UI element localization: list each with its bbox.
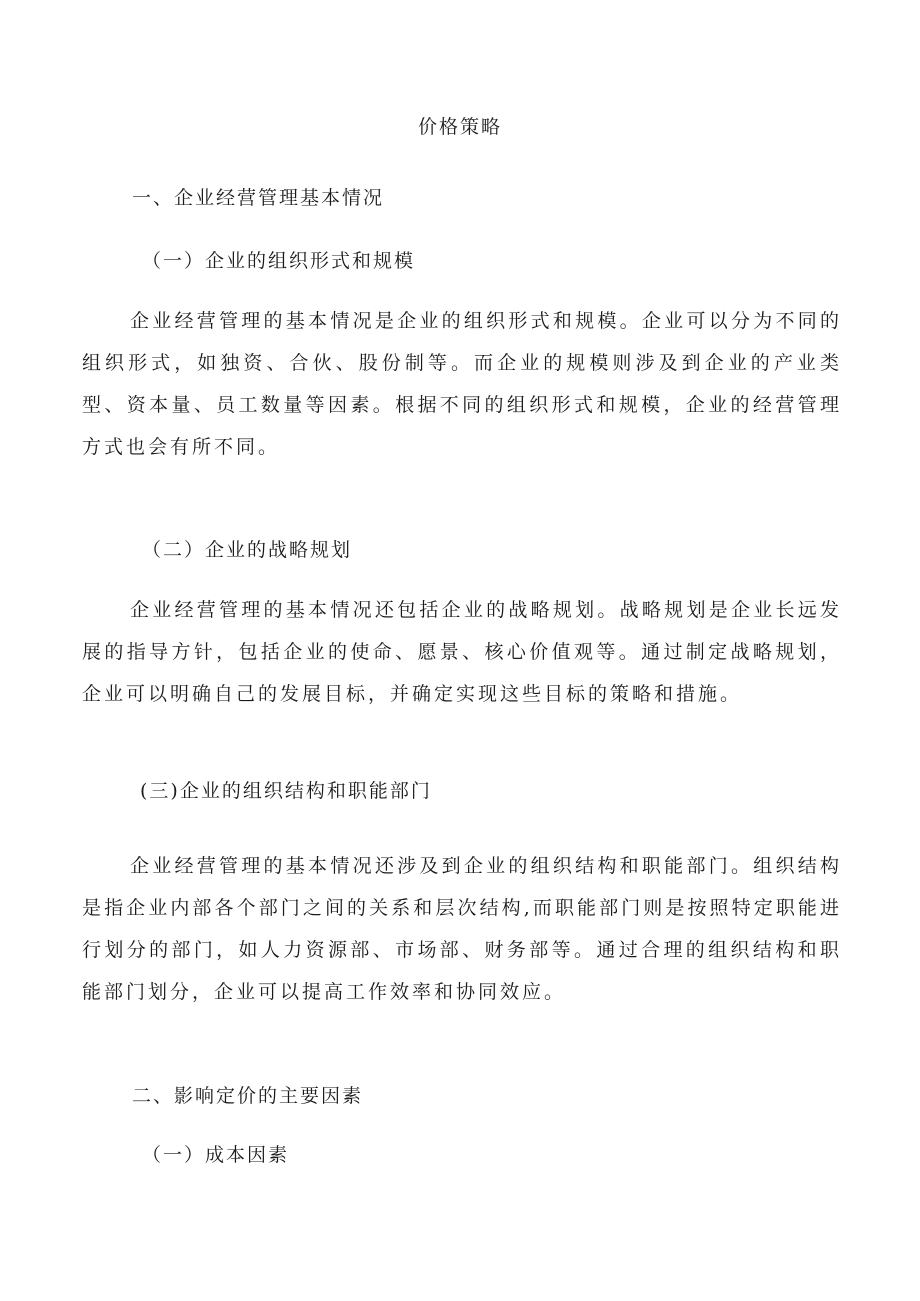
paragraph-1-2: 企业经营管理的基本情况还包括企业的战略规划。战略规划是企业长远发展的指导方针，包括企业的使命、愿景、核心价值观等。通过制定战略规划，企业可以明确自己的发展目标，并确定实现这些目标的策略和措施。 — [82, 599, 842, 705]
page-title: 价格策略 — [417, 116, 502, 138]
subsection-heading-2-1: （一）成本因素 — [142, 1144, 290, 1166]
paragraph-1-3: 企业经营管理的基本情况还涉及到企业的组织结构和职能部门。组织结构是指企业内部各个部门之间的关系和层次结构,而职能部门则是按照特定职能进行划分的部门，如人力资源部、市场部、财务部等。通过合理的组织结构和职能部门划分，企业可以提高工作效率和协同效应。 — [82, 855, 842, 1003]
subsection-heading-1-1: （一）企业的组织形式和规模 — [142, 250, 416, 272]
section-heading-2: 二、影响定价的主要因素 — [132, 1085, 364, 1107]
subsection-heading-1-2: （二）企业的战略规划 — [142, 539, 353, 561]
section-heading-1: 一、企业经营管理基本情况 — [132, 187, 385, 209]
subsection-heading-1-3: (三)企业的组织结构和职能部门 — [140, 780, 432, 802]
paragraph-1-1: 企业经营管理的基本情况是企业的组织形式和规模。企业可以分为不同的组织形式，如独资、合伙、股份制等。而企业的规模则涉及到企业的产业类型、资本量、员工数量等因素。根据不同的组织形式和规模，企业的经营管理方式也会有所不同。 — [82, 310, 842, 458]
